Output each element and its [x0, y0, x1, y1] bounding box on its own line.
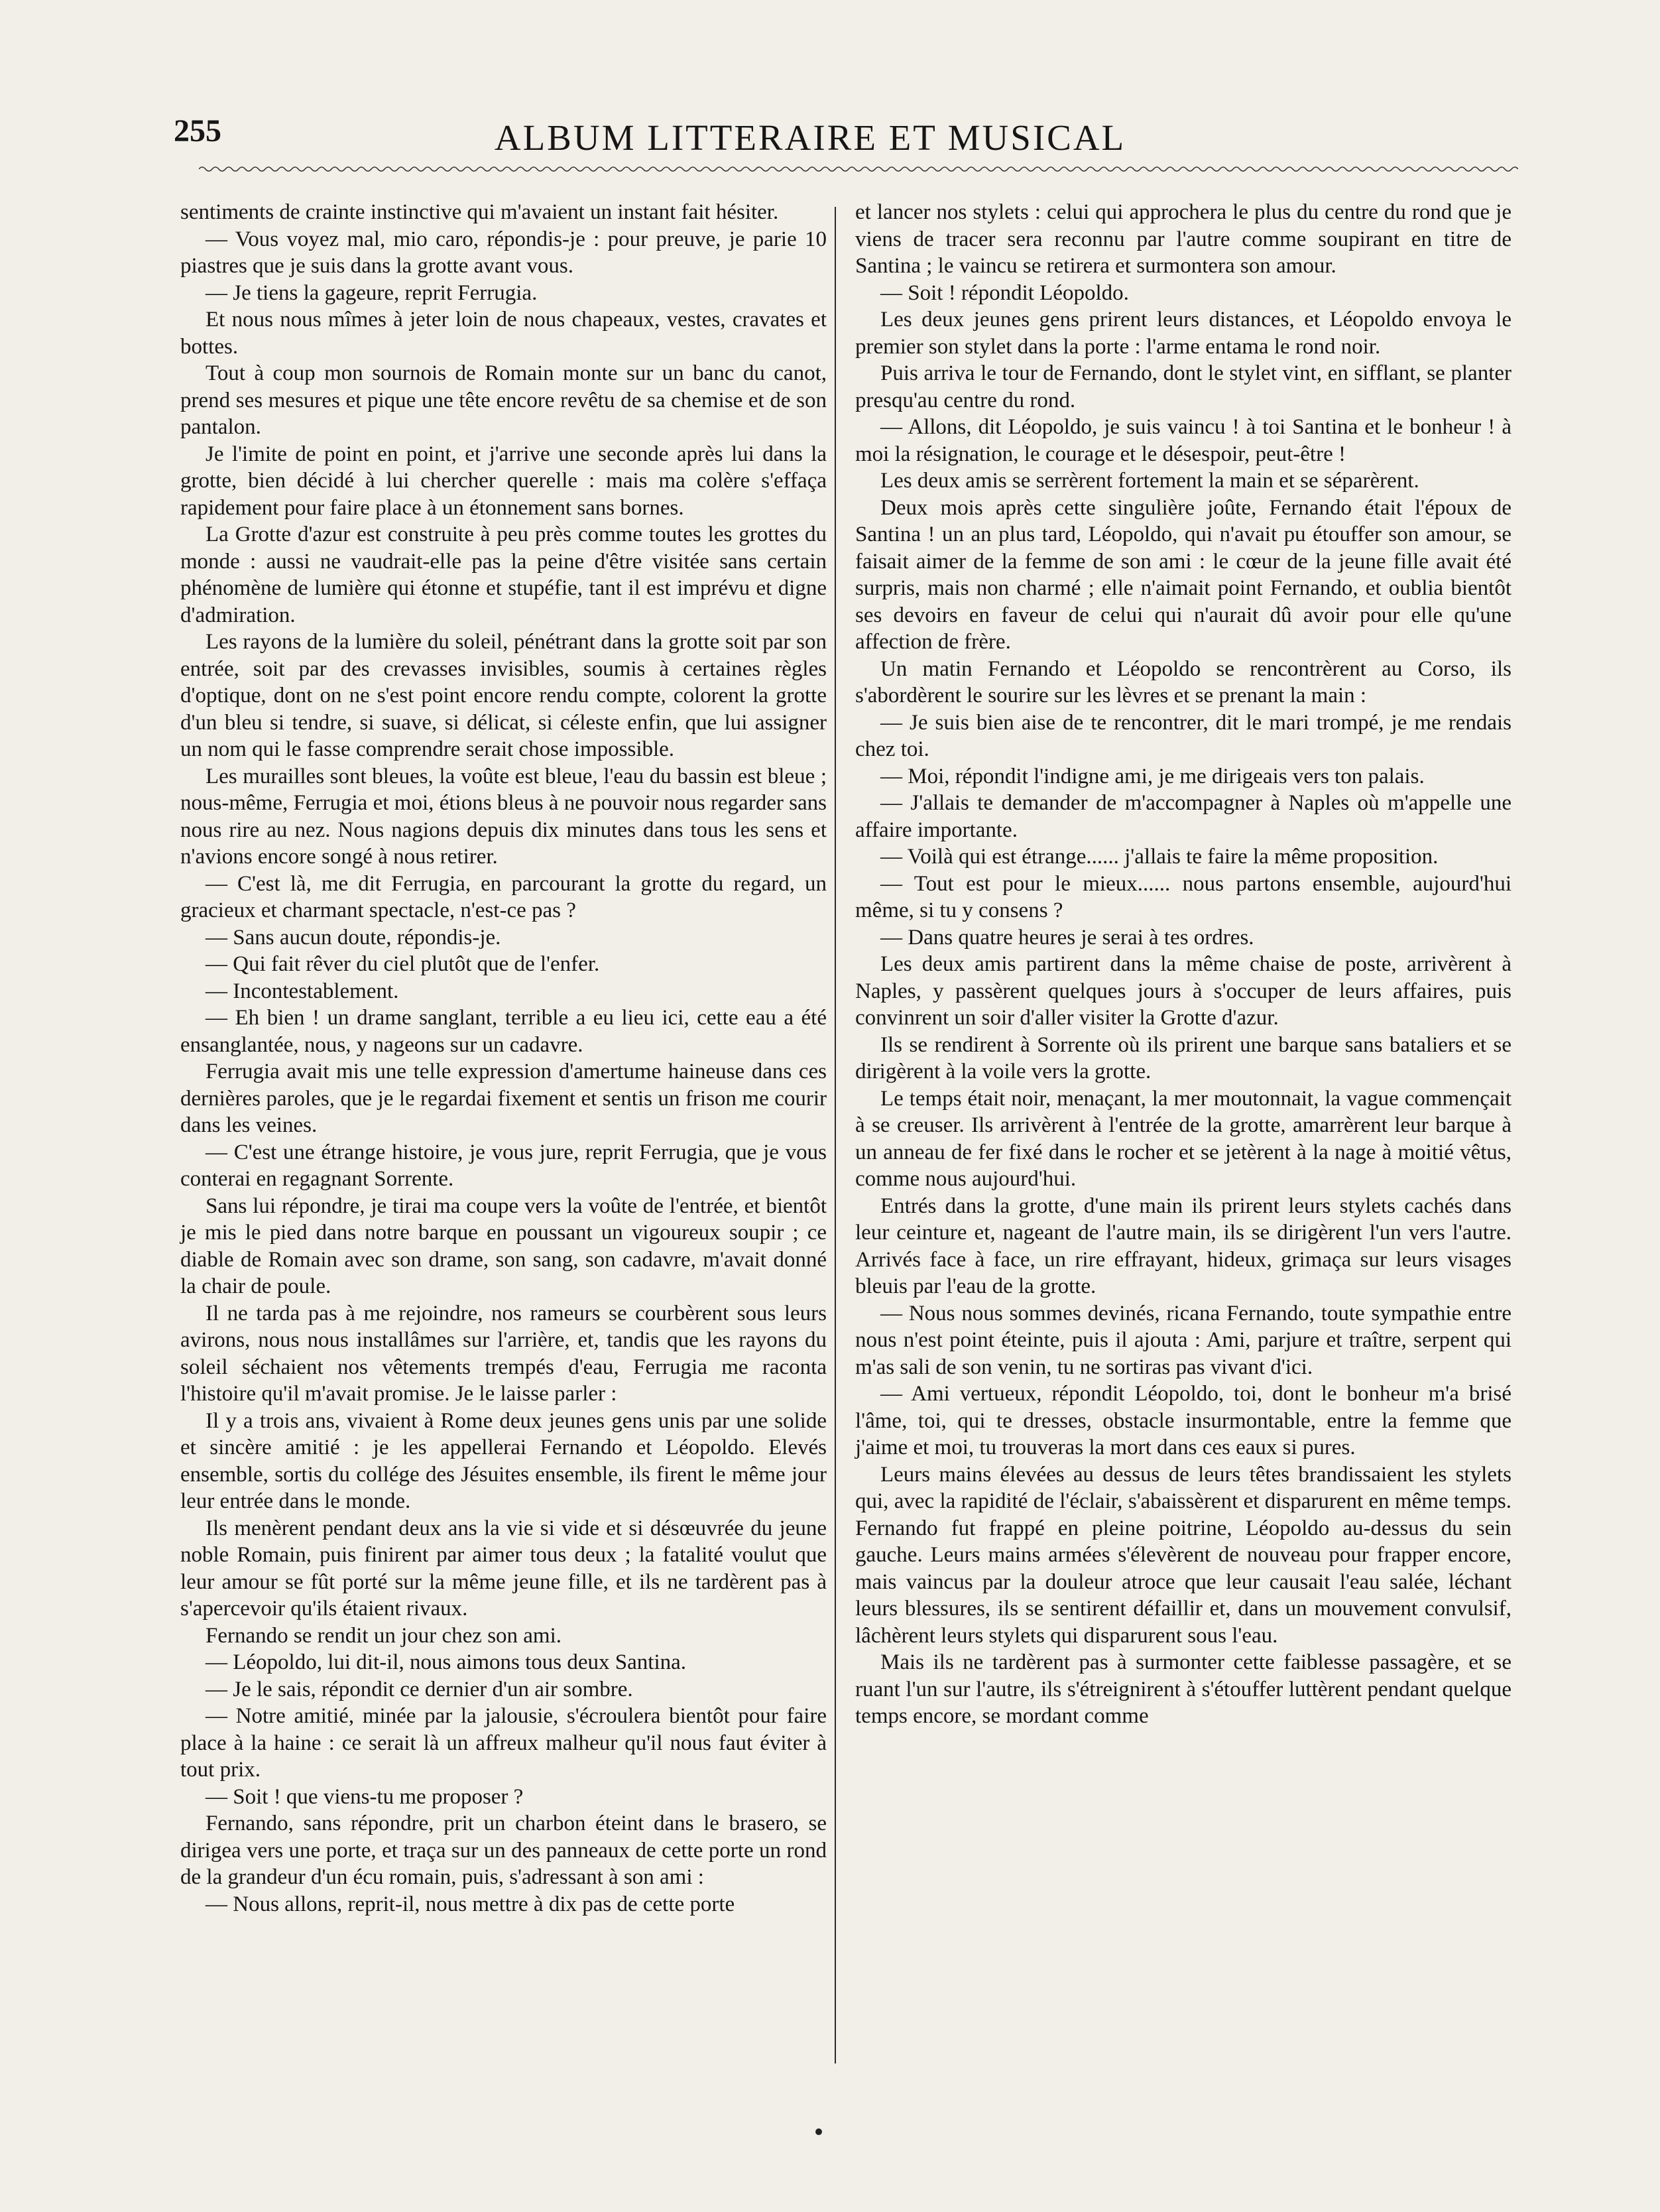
- paragraph: Puis arriva le tour de Fernando, dont le stylet vint, en sifflant, se planter presqu'au centre du rond.: [855, 361, 1512, 412]
- paragraph: Leurs mains élevées au dessus de leurs têtes brandissaient les stylets qui, avec la rapidité de l'éclair, s'abaissèrent et disparurent en même temps. Fernando fut frappé en pleine poitrine, Léopoldo au-dessus du sein gauche. Leurs mains armées s'élevèrent de nouveau pour frapper encore, mais vaincus par la douleur atroce que leur causait l'eau salée, léchant leurs blessures, ils se sentirent défaillir et, dans un mouvement convulsif, lâchèrent leurs stylets qui disparurent sous l'eau.: [855, 1462, 1512, 1648]
- paragraph: Entrés dans la grotte, d'une main ils prirent leurs stylets cachés dans leur ceinture et, nageant de l'autre main, ils se dirigèrent l'un vers l'autre. Arrivés face à face, un rire effrayant, hideux, grimaça sur leurs visages bleuis par l'eau de la grotte.: [855, 1194, 1512, 1298]
- paragraph: sentiments de crainte instinctive qui m'avaient un instant fait hésiter.: [180, 200, 779, 224]
- paragraph: — Tout est pour le mieux...... nous partons ensemble, aujourd'hui même, si tu y consens ?: [855, 871, 1512, 922]
- paragraph: — Moi, répondit l'indigne ami, je me dirigeais vers ton palais.: [880, 764, 1425, 788]
- paragraph: — Notre amitié, minée par la jalousie, s'écroulera bientôt pour faire place à la haine : ce serait là un affreux malheur qu'il nous faut éviter à tout prix.: [180, 1704, 827, 1782]
- paragraph: — Je le sais, répondit ce dernier d'un air sombre.: [206, 1677, 633, 1701]
- paragraph: — Léopoldo, lui dit-il, nous aimons tous deux Santina.: [206, 1650, 687, 1674]
- paragraph: — Qui fait rêver du ciel plutôt que de l'enfer.: [206, 952, 600, 976]
- paragraph: — Soit ! que viens-tu me proposer ?: [206, 1784, 524, 1809]
- paragraph: — Soit ! répondit Léopoldo.: [880, 280, 1129, 305]
- paragraph: — C'est là, me dit Ferrugia, en parcourant la grotte du regard, un gracieux et charmant spectacle, n'est-ce pas ?: [180, 871, 827, 922]
- paragraph: — J'allais te demander de m'accompagner à Naples où m'appelle une affaire importante.: [855, 791, 1512, 842]
- paragraph: et lancer nos stylets : celui qui approchera le plus du centre du rond que je viens de tracer sera reconnu par l'autre comme soupirant en titre de Santina ; le vaincu se retirera et surmontera son amour.: [855, 200, 1512, 278]
- paragraph: — Ami vertueux, répondit Léopoldo, toi, dont le bonheur m'a brisé l'âme, toi, qui te dresses, obstacle insurmontable, entre la femme que j'aime et moi, tu trouveras la mort dans ces eaux si pures.: [855, 1382, 1512, 1459]
- paragraph: Un matin Fernando et Léopoldo se rencontrèrent au Corso, ils s'abordèrent le sourire sur les lèvres et se prenant la main :: [855, 656, 1512, 707]
- paragraph: Le temps était noir, menaçant, la mer moutonnait, la vague commençait à se creuser. Ils arrivèrent à l'entrée de la grotte, amarrèrent leur barque à un anneau de fer fixé dans le rocher et se jetèrent à la nage à moitié vêtus, comme nous aujourd'hui.: [855, 1086, 1512, 1191]
- paragraph: — Nous nous sommes devinés, ricana Fernando, toute sympathie entre nous n'est point éteinte, puis il ajouta : Ami, parjure et traître, serpent qui m'as sali de son venin, tu ne sortiras pas vivant d'ici.: [855, 1301, 1512, 1379]
- paragraph: — Vous voyez mal, mio caro, répondis-je : pour preuve, je parie 10 piastres que je suis dans la grotte avant vous.: [180, 227, 827, 278]
- paragraph: Fernando se rendit un jour chez son ami.: [206, 1623, 562, 1648]
- right-text-column: [855, 199, 1512, 1730]
- left-text-column: [180, 199, 827, 1918]
- paragraph: La Grotte d'azur est construite à peu près comme toutes les grottes du monde : aussi ne vaudrait-elle pas la peine d'être visitée sans certain phénomène de lumière qui étonne et stupéfie, tant il est imprévu et digne d'admiration.: [180, 522, 827, 627]
- paragraph: — Dans quatre heures je serai à tes ordres.: [880, 925, 1254, 950]
- column-divider: [835, 207, 836, 2063]
- paragraph: Tout à coup mon sournois de Romain monte sur un banc du canot, prend ses mesures et pique une tête encore revêtu de sa chemise et de son pantalon.: [180, 361, 827, 439]
- paragraph: — C'est une étrange histoire, je vous jure, reprit Ferrugia, que je vous conterai en regagnant Sorrente.: [180, 1140, 827, 1191]
- paragraph: Ils menèrent pendant deux ans la vie si vide et si désœuvrée du jeune noble Romain, puis finirent par aimer tous deux ; la fatalité voulut que leur amour se fût porté sur la même jeune fille, et ils ne tardèrent pas à s'apercevoir qu'ils étaient rivaux.: [180, 1516, 827, 1621]
- paragraph: Les murailles sont bleues, la voûte est bleue, l'eau du bassin est bleue ; nous-même, Ferrugia et moi, étions bleus à ne pouvoir nous regarder sans nous rire au nez. Nous nagions depuis dix minutes dans tous les sens et n'avions encore songé à nous retirer.: [180, 764, 827, 869]
- paragraph: — Eh bien ! un drame sanglant, terrible a eu lieu ici, cette eau a été ensanglantée, nous, y nageons sur un cadavre.: [180, 1006, 827, 1057]
- paragraph: — Nous allons, reprit-il, nous mettre à dix pas de cette porte: [206, 1892, 735, 1916]
- paragraph: Et nous nous mîmes à jeter loin de nous chapeaux, vestes, cravates et bottes.: [180, 308, 827, 359]
- page-number: 255: [174, 113, 221, 149]
- paragraph: Il y a trois ans, vivaient à Rome deux jeunes gens unis par une solide et sincère amitié : je les appellerai Fernando et Léopoldo. Elevés ensemble, sortis du collége des Jésuites ensemble, ils firent le même jour leur entrée dans le monde.: [180, 1408, 827, 1513]
- paragraph: Ferrugia avait mis une telle expression d'amertume haineuse dans ces dernières paroles, que je le regardai fixement et sentis un frison me courir dans les veines.: [180, 1060, 827, 1137]
- paragraph: — Sans aucun doute, répondis-je.: [206, 925, 501, 950]
- paragraph: — Voilà qui est étrange...... j'allais te faire la même proposition.: [880, 845, 1439, 869]
- paragraph: Mais ils ne tardèrent pas à surmonter cette faiblesse passagère, et se ruant l'un sur l'autre, ils s'étreignirent à s'étouffer luttèrent pendant quelque temps encore, se mordant comme: [855, 1650, 1512, 1728]
- paragraph: Il ne tarda pas à me rejoindre, nos rameurs se courbèrent sous leurs avirons, nous nous installâmes sur l'arrière, et, tandis que les rayons du soleil séchaient nos vêtements trempés d'eau, Ferrugia me raconta l'histoire qu'il m'avait promise. Je le laisse parler :: [180, 1301, 827, 1406]
- paragraph: Ils se rendirent à Sorrente où ils prirent une barque sans bataliers et se dirigèrent à la voile vers la grotte.: [855, 1032, 1512, 1083]
- paragraph: Je l'imite de point en point, et j'arrive une seconde après lui dans la grotte, bien décidé à lui chercher querelle : mais ma colère s'effaça rapidement pour faire place à un étonnement sans bornes.: [180, 442, 827, 520]
- running-title: ALBUM LITTERAIRE ET MUSICAL: [494, 117, 1126, 158]
- paragraph: — Incontestablement.: [206, 979, 399, 1003]
- paragraph: Sans lui répondre, je tirai ma coupe vers la voûte de l'entrée, et bientôt je mis le pied dans notre barque en poussant un vigoureux soupir ; ce diable de Romain avec son drame, son sang, son cadavre, m'avait donné la chair de poule.: [180, 1194, 827, 1298]
- printer-mark-dot: [815, 2128, 822, 2135]
- paragraph: Deux mois après cette singulière joûte, Fernando était l'époux de Santina ! un an plus tard, Léopoldo, qui n'avait pu étouffer son amour, se faisait aimer de la femme de son ami : le cœur de la jeune fille avait été surpris, mais non charmé ; elle n'aimait point Fernando, et oublia bientôt ses devoirs en faveur de celui qui n'aurait dû avoir pour elle qu'une affection de frère.: [855, 495, 1512, 654]
- paragraph: Fernando, sans répondre, prit un charbon éteint dans le brasero, se dirigea vers une porte, et traça sur un des panneaux de cette porte un rond de la grandeur d'un écu romain, puis, s'adressant à son ami :: [180, 1812, 827, 1889]
- paragraph: Les deux amis partirent dans la même chaise de poste, arrivèrent à Naples, y passèrent quelques jours à s'occuper de leurs affaires, puis convinrent un soir d'aller visiter la Grotte d'azur.: [855, 952, 1512, 1030]
- paragraph: Les deux jeunes gens prirent leurs distances, et Léopoldo envoya le premier son stylet dans la porte : l'arme entama le rond noir.: [855, 308, 1512, 359]
- paragraph: — Je suis bien aise de te rencontrer, dit le mari trompé, je me rendais chez toi.: [855, 710, 1512, 761]
- paragraph: — Je tiens la gageure, reprit Ferrugia.: [206, 280, 538, 305]
- paragraph: — Allons, dit Léopoldo, je suis vaincu ! à toi Santina et le bonheur ! à moi la résignation, le courage et le désespoir, peut-être !: [855, 415, 1512, 466]
- paragraph: Les deux amis se serrèrent fortement la main et se séparèrent.: [880, 469, 1419, 493]
- header-rule: [199, 164, 1518, 174]
- paragraph: Les rayons de la lumière du soleil, pénétrant dans la grotte soit par son entrée, soit par des crevasses invisibles, soumis à certaines règles d'optique, dont on ne s'est point encore rendu compte, colorent la grotte d'un bleu si tendre, si suave, si délicat, si céleste enfin, que lui assigner un nom qui le fasse comprendre serait chose impossible.: [180, 630, 827, 761]
